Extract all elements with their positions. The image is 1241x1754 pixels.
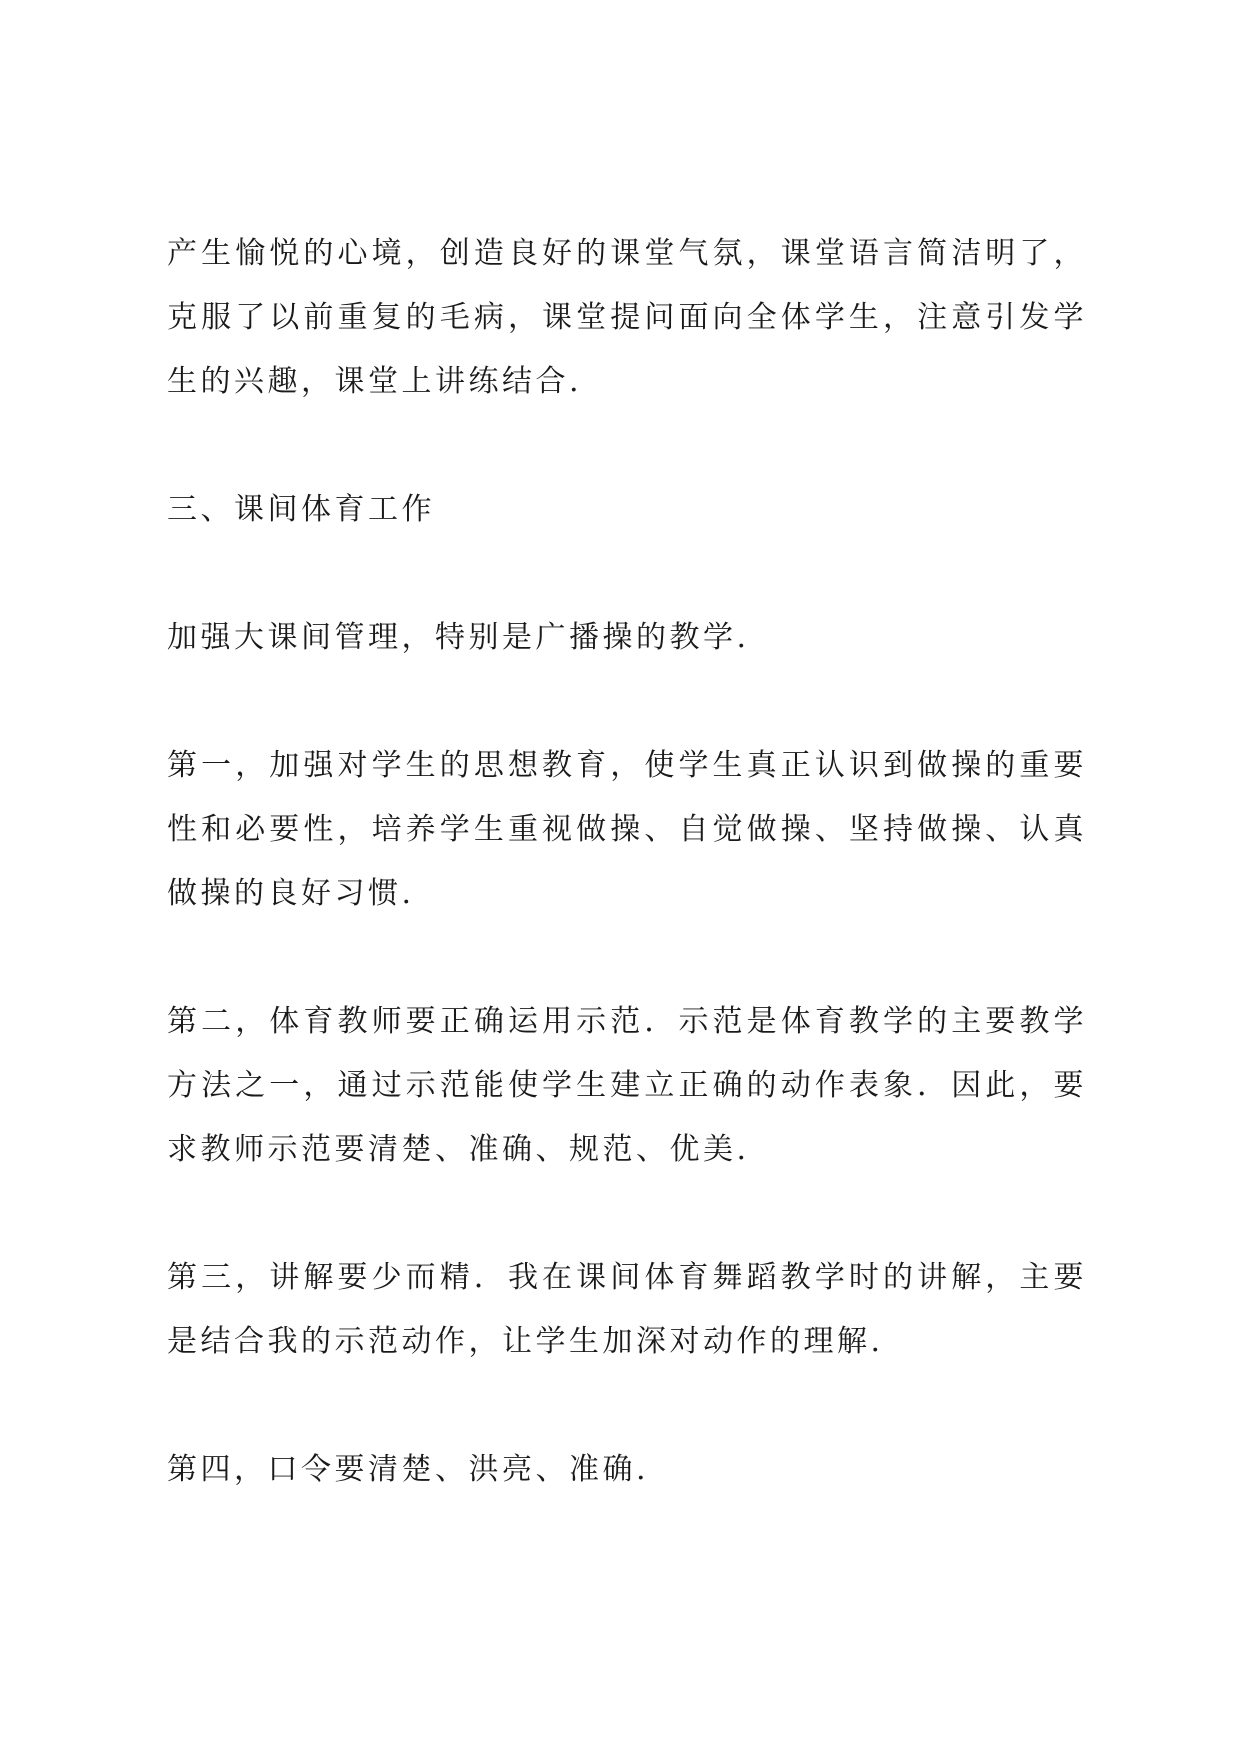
document-body xyxy=(167,222,1087,1502)
section-heading-break-pe: 三、课间体育工作 xyxy=(167,492,435,527)
paragraph-spacer xyxy=(167,1374,1087,1438)
paragraph-point-first: 第一，加强对学生的思想教育，使学生真正认识到做操的重要性和必要性，培养学生重视做操、自觉做操、坚持做操、认真做操的良好习惯. xyxy=(167,748,1087,911)
paragraph-break-management: 加强大课间管理，特别是广播操的教学. xyxy=(167,620,750,655)
paragraph-classroom-atmosphere: 产生愉悦的心境，创造良好的课堂气氛，课堂语言简洁明了，克服了以前重复的毛病，课堂提问面向全体学生，注意引发学生的兴趣，课堂上讲练结合. xyxy=(167,236,1087,399)
paragraph-spacer xyxy=(167,542,1087,606)
paragraph-spacer xyxy=(167,414,1087,478)
paragraph-point-third: 第三，讲解要少而精．我在课间体育舞蹈教学时的讲解，主要是结合我的示范动作，让学生加深对动作的理解. xyxy=(167,1260,1087,1359)
paragraph-point-second: 第二，体育教师要正确运用示范．示范是体育教学的主要教学方法之一，通过示范能使学生建立正确的动作表象．因此，要求教师示范要清楚、准确、规范、优美. xyxy=(167,1004,1087,1167)
paragraph-point-fourth: 第四，口令要清楚、洪亮、准确. xyxy=(167,1452,650,1487)
paragraph-spacer xyxy=(167,670,1087,734)
paragraph-spacer xyxy=(167,926,1087,990)
paragraph-spacer xyxy=(167,1182,1087,1246)
